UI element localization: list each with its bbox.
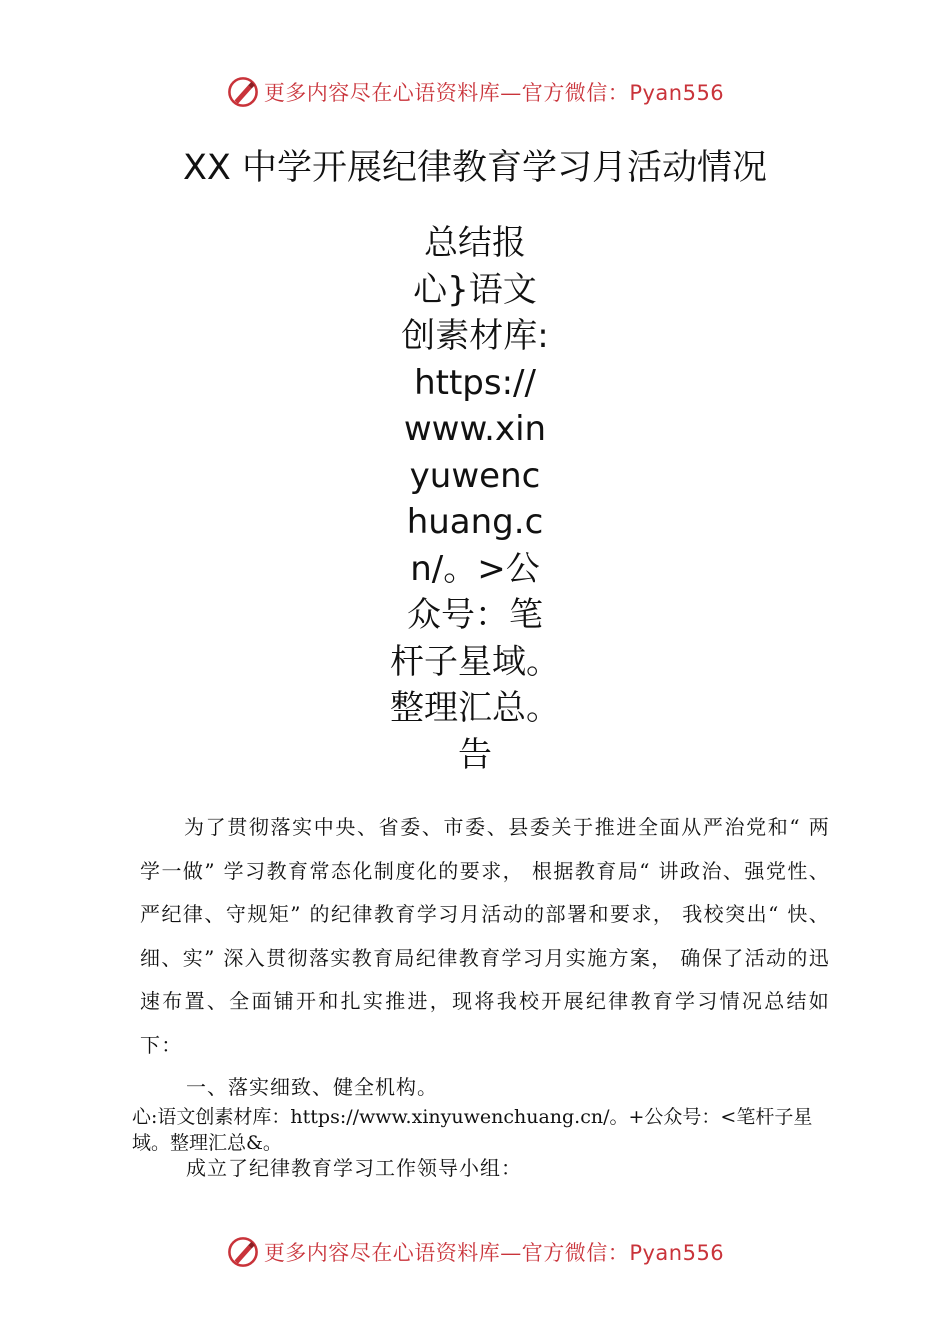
pen-seal-logo-icon <box>226 75 260 109</box>
pen-seal-logo-icon <box>226 1235 260 1269</box>
title-column-line: huang.c <box>406 502 544 542</box>
banner-text: 更多内容尽在心语资料库—官方微信：Pyan556 <box>263 81 725 105</box>
title-continuation-column <box>380 220 570 778</box>
footer-banner <box>0 1232 950 1272</box>
title-column-line: 杆子星域。 <box>390 641 560 682</box>
title-column-line: www.xin <box>403 409 547 449</box>
title-column-line: 心}语文 <box>413 269 537 310</box>
title-column-line: n/。>公 <box>410 548 540 589</box>
inline-watermark-text: 心:语文创素材库：https://www.xinyuwenchuang.cn/。+公众号：<笔杆子星域。整理汇总&。 <box>132 1106 813 1154</box>
title-column-line: 整理汇总。 <box>390 688 560 728</box>
leader-group-line: 成立了纪律教育学习工作领导小组： <box>186 1156 522 1180</box>
document-title: XX 中学开展纪律教育学习月活动情况 <box>182 148 768 188</box>
header-banner <box>0 72 950 112</box>
title-column-line: https:// <box>414 362 536 403</box>
title-column-line: 创素材库: <box>401 316 549 356</box>
title-column-line: yuwenc <box>409 455 541 496</box>
section-heading-1: 一、落实细致、健全机构。 <box>186 1075 438 1099</box>
title-column-line: 众号：笔 <box>407 595 543 635</box>
title-column-line: 告 <box>458 734 492 775</box>
intro-paragraph: 为了贯彻落实中央、省委、市委、县委关于推进全面从严治党和“ 两学一做” 学习教育常态化制度化的要求， 根据教育局“ 讲政治、强党性、严纪律、守规矩” 的纪律教育学习月活动的部署和要求， 我校突出“ 快、细、实” 深入贯彻落实教育局纪律教育学习月实施方案， 确保了活动的迅速布置、全面铺开和扎实推进，现将我校开展纪律教育学习情况总结如下： <box>140 815 830 1057</box>
title-column-line: 总结报 <box>424 223 526 263</box>
banner-text: 更多内容尽在心语资料库—官方微信：Pyan556 <box>263 1241 725 1265</box>
